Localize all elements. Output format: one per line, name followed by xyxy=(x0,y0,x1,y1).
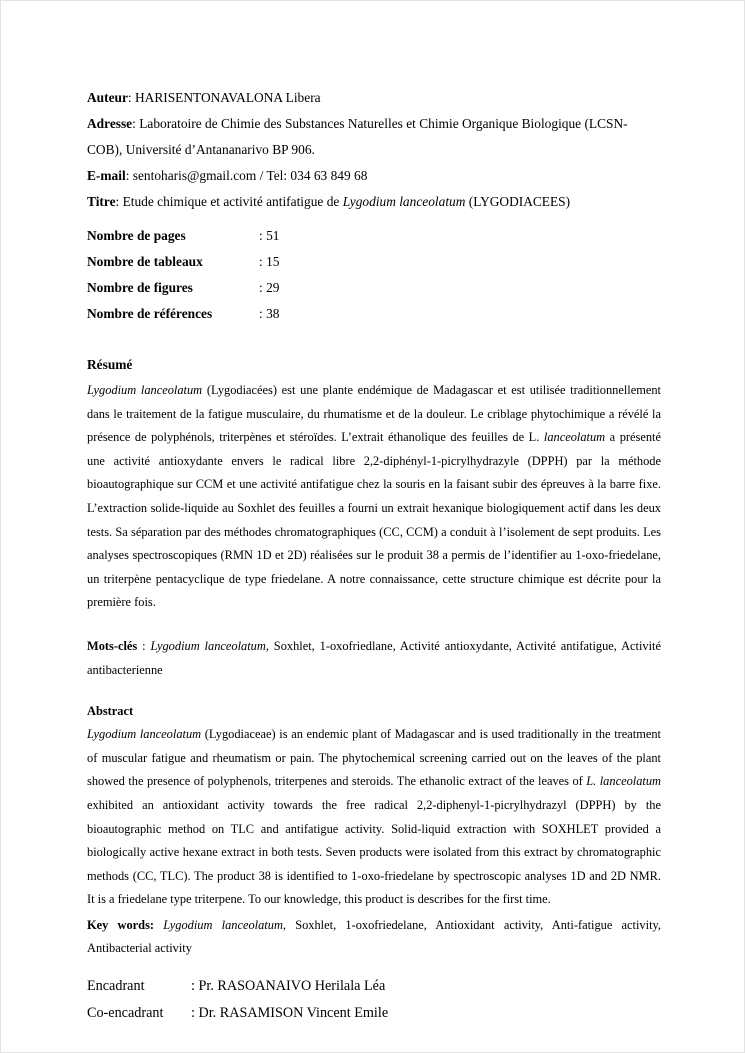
count-value-figures: : 29 xyxy=(259,280,280,295)
keywords-en-rest: Soxhlet, 1-oxofriedelane, Antioxidant activity, Anti-fatigue activity, Antibacterial activity xyxy=(87,917,661,956)
count-label-pages: Nombre de pages xyxy=(87,228,186,243)
keywords-fr-species: Lygodium lanceolatum xyxy=(150,638,266,653)
count-value-pages: : 51 xyxy=(259,228,280,243)
count-value-references: : 38 xyxy=(259,306,280,321)
title-species: Lygodium lanceolatum xyxy=(342,194,466,209)
title-value-post: (LYGODIACEES) xyxy=(465,194,571,209)
count-label-figures: Nombre de figures xyxy=(87,280,193,295)
email-value: : sentoharis@gmail.com / Tel: 034 63 849 68 xyxy=(125,168,368,183)
count-value-tables: : 15 xyxy=(259,254,280,269)
author-line xyxy=(87,85,661,111)
address-line xyxy=(87,111,661,163)
author-value: : HARISENTONAVALONA Libera xyxy=(127,90,321,105)
author-label: Auteur xyxy=(87,90,128,105)
keywords-fr-label: Mots-clés xyxy=(87,638,138,653)
keywords-fr xyxy=(87,635,661,682)
abstract-text-1: (Lygodiaceae) is an endemic plant of Madagascar and is used traditionally in the treatment of muscular fatigue and rheumatism or pain. The phytochemical screening carried out on the leaves of the plant showed the presence of polyphenols, triterpenes and steroids. The ethanolic extract of the leaves of xyxy=(87,727,661,789)
supervisor-row-coencadrant xyxy=(87,1000,661,1027)
keywords-en-species: Lygodium lanceolatum, xyxy=(163,917,286,932)
resume-heading: Résumé xyxy=(87,357,133,372)
count-row-references xyxy=(87,301,661,327)
keywords-fr-rest: , Soxhlet, 1-oxofriedlane, Activité antioxydante, Activité antifatigue, Activité antibacterienne xyxy=(87,638,662,677)
count-label-references: Nombre de références xyxy=(87,306,213,321)
supervisor-label-coencadrant: Co-encadrant xyxy=(87,1005,164,1022)
abstract-species-1: Lygodium lanceolatum xyxy=(87,727,202,742)
resume-species-1: Lygodium lanceolatum xyxy=(87,383,203,397)
supervisor-value-coencadrant: : Dr. RASAMISON Vincent Emile xyxy=(191,1005,389,1022)
title-label: Titre xyxy=(87,194,116,209)
supervisor-row-encadrant xyxy=(87,973,661,1000)
email-line xyxy=(87,163,661,189)
keywords-en-label: Key words: xyxy=(87,917,155,932)
count-row-pages xyxy=(87,223,661,249)
title-value-pre: : Etude chimique et activité antifatigue de xyxy=(115,194,343,209)
supervisor-value-encadrant: : Pr. RASOANAIVO Herilala Léa xyxy=(191,978,386,995)
abstract-species-2: L. lanceolatum xyxy=(586,774,661,789)
count-label-tables: Nombre de tableaux xyxy=(87,254,203,269)
resume-species-2: lanceolatum xyxy=(543,430,606,445)
resume-text-2: a présenté une activité antioxydante envers le radical libre 2,2-diphényl-1-picrylhydrazyle (DPPH) par la méthode bioautographique sur CCM et une activité antifatigue chez la souris en la faisant subir des épreuves à la barre fixe. L’extraction solide-liquide au Soxhlet des feuilles a fourni un extrait hexanique biologiquement actif dans les deux tests. Sa séparation par des méthodes chromatographiques (CC, CCM) a conduit à l’isolement de sept produits. Les analyses spectroscopiques (RMN 1D et 2D) réalisées sur le produit 38 a permis de l’identifier au 1-oxo-friedelane, un triterpène pentacyclique de type friedelane. A notre connaissance, cette structure chimique est décrite pour la première fois. xyxy=(87,430,661,610)
keywords-en xyxy=(87,914,661,961)
count-row-figures xyxy=(87,275,661,301)
abstract-heading: Abstract xyxy=(87,704,134,719)
count-row-tables xyxy=(87,249,661,275)
email-label: E-mail xyxy=(87,168,126,183)
abstract-paragraph xyxy=(87,723,661,912)
supervisor-label-encadrant: Encadrant xyxy=(87,978,145,995)
abstract-text-2: exhibited an antioxidant activity towards the free radical 2,2-diphenyl-1-picrylhydrazyl (DPPH) by the bioautographic method on TLC and antifatigue activity. Solid-liquid extraction with SOXHLET provided a biologically active hexane extract in both tests. Seven products were isolated from this extract by chromatographic methods (CC, TLC). The product 38 is identified to 1-oxo-friedelane by spectroscopic analyses 1D and 2D NMR. It is a friedelane type triterpene. To our knowledge, this product is describes for the first time. xyxy=(87,797,661,907)
resume-paragraph xyxy=(87,379,661,615)
document-content xyxy=(87,85,661,1027)
address-value: : Laboratoire de Chimie des Substances Naturelles et Chimie Organique Biologique (LCSN-COB), Université d’Antananarivo BP 906. xyxy=(87,116,628,157)
keywords-fr-sep: : xyxy=(137,638,151,653)
title-line xyxy=(87,189,661,215)
resume-text-1: (Lygodiacées) est une plante endémique de Madagascar et est utilisée traditionnellement dans le traitement de la fatigue musculaire, du rhumatisme et de la douleur. Le criblage phytochimique a révélé la présence de polyphénols, triterpènes et stéroïdes. L’extrait éthanolique des feuilles de L. xyxy=(87,383,661,445)
address-label: Adresse xyxy=(87,116,133,131)
